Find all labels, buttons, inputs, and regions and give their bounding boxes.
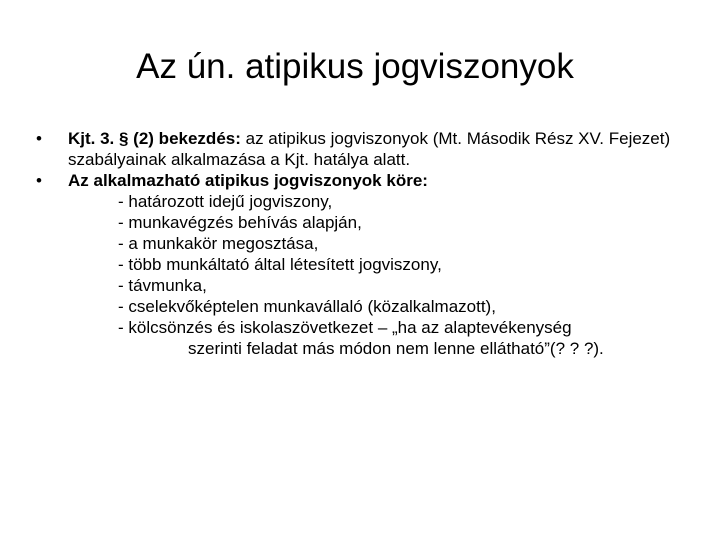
list-item: - távmunka,: [118, 276, 207, 295]
bullet-bold-text: Az alkalmazható atipikus jogviszonyok köre:: [68, 171, 428, 190]
bullet-bold-text: Kjt. 3. § (2) bekezdés:: [68, 129, 241, 148]
bullet-dot: •: [36, 171, 42, 190]
bullet-item: [36, 128, 696, 170]
bullet-dot: •: [36, 129, 42, 148]
list-item-continuation: szerinti feladat más módon nem lenne ellátható”(? ? ?).: [188, 339, 604, 358]
list-item: - több munkáltató által létesített jogviszony,: [118, 255, 442, 274]
bullet-text: az atipikus jogviszonyok (Mt. Második Rész XV. Fejezet) szabályainak alkalmazása a Kjt. hatálya alatt.: [68, 129, 671, 169]
slide-title: Az ún. atipikus jogviszonyok: [136, 47, 574, 86]
list-item: - határozott idejű jogviszony,: [118, 192, 333, 211]
list-item: - kölcsönzés és iskolaszövetkezet – „ha az alaptevékenység: [118, 318, 572, 337]
bullet-item: [36, 170, 696, 191]
list-item: - cselekvőképtelen munkavállaló (közalkalmazott),: [118, 297, 496, 316]
list-item: - munkavégzés behívás alapján,: [118, 213, 362, 232]
slide-body: [36, 128, 696, 359]
list-item: - a munkakör megosztása,: [118, 234, 319, 253]
